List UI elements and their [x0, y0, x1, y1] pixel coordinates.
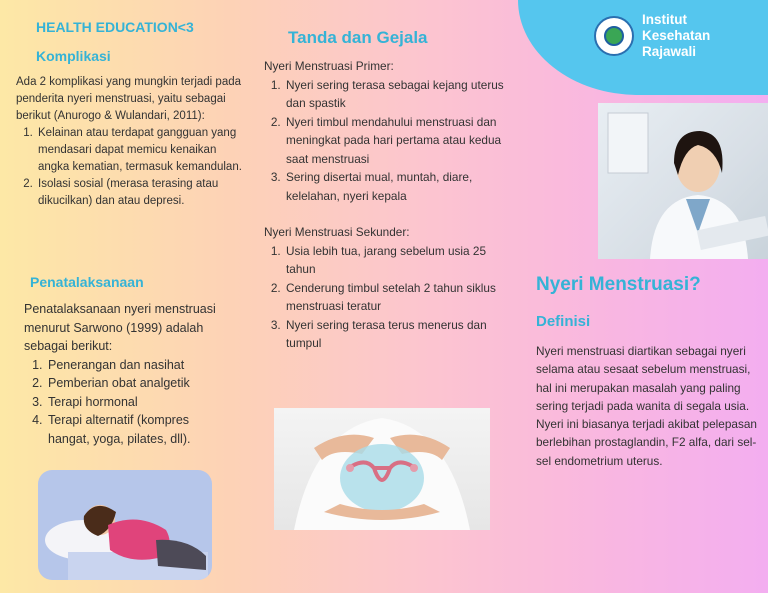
- list-item: 2. Nyeri timbul mendahului menstruasi dan meningkat pada hari pertama atau kedua saat menstruasi: [284, 113, 510, 169]
- penatalaksanaan-section: [24, 300, 224, 448]
- definisi-text: Nyeri menstruasi diartikan sebagai nyeri selama atau sesaat sebelum menstruasi, hal ini merupakan masalah yang paling sering terjadi pada wanita di segala usia.: [536, 344, 751, 413]
- doctor-photo: [598, 103, 768, 259]
- list-item: 3. Nyeri sering terasa terus menerus dan tumpul: [284, 316, 510, 353]
- list-item: 2. Isolasi sosial (merasa terasing atau dikucilkan) dan atau depresi.: [36, 176, 248, 210]
- komplikasi-title: Komplikasi: [36, 48, 111, 64]
- list-item: 3. Sering disertai mual, muntah, diare, kelelahan, nyeri kepala: [284, 168, 510, 205]
- sleeping-woman-illustration: [38, 470, 212, 580]
- tanda-gejala-title: Tanda dan Gejala: [288, 28, 428, 47]
- penatalaksanaan-intro: Penatalaksanaan nyeri menstruasi menurut Sarwono (1999) adalah sebagai berikut:: [24, 302, 216, 353]
- logo-emblem-icon: [604, 26, 624, 46]
- primer-list: [264, 76, 510, 206]
- institution-line-3: Rajawali: [642, 44, 697, 59]
- institution-line-2: Kesehatan: [642, 28, 711, 43]
- main-title: Nyeri Menstruasi?: [536, 274, 701, 295]
- definisi-title: Definisi: [536, 313, 591, 330]
- list-item: 1. Penerangan dan nasihat: [46, 356, 224, 375]
- sekunder-title: Nyeri Menstruasi Sekunder:: [264, 225, 410, 239]
- penatalaksanaan-title: Penatalaksanaan: [30, 274, 144, 290]
- institution-logo: [594, 16, 634, 56]
- list-item: 2. Cenderung timbul setelah 2 tahun siklus menstruasi teratur: [284, 279, 510, 316]
- list-item: 4. Terapi alternatif (kompres hangat, yoga, pilates, dll).: [46, 411, 224, 448]
- list-item: 1. Kelainan atau terdapat gangguan yang mendasari dapat memicu kenaikan angka kematian, termasuk kemandulan.: [36, 125, 248, 176]
- institution-line-1: Institut: [642, 12, 687, 27]
- komplikasi-list: [16, 125, 248, 210]
- penatalaksanaan-list: [24, 356, 224, 449]
- komplikasi-section: [16, 74, 248, 210]
- definisi-text-2: Nyeri ini biasanya terjadi akibat pelepasan berlebihan prostaglandin, F2 alfa, dari sel- sel endometrium uterus.: [536, 417, 757, 468]
- list-item: 3. Terapi hormonal: [46, 393, 224, 412]
- list-item: 1. Nyeri sering terasa sebagai kejang uterus dan spastik: [284, 76, 510, 113]
- health-education-heading: HEALTH EDUCATION<3: [36, 19, 194, 35]
- institution-name: [642, 12, 710, 60]
- list-item: 2. Pemberian obat analgetik: [46, 374, 224, 393]
- uterus-hands-photo: [274, 408, 490, 530]
- komplikasi-intro: Ada 2 komplikasi yang mungkin terjadi pada penderita nyeri menstruasi, yaitu sebagai berikut (Anurogo & Wulandari, 2011):: [16, 76, 242, 122]
- sekunder-list: [264, 242, 510, 353]
- tanda-gejala-section: [264, 57, 510, 353]
- definisi-section: [536, 342, 762, 470]
- list-item: 1. Usia lebih tua, jarang sebelum usia 25 tahun: [284, 242, 510, 279]
- primer-title: Nyeri Menstruasi Primer:: [264, 59, 394, 73]
